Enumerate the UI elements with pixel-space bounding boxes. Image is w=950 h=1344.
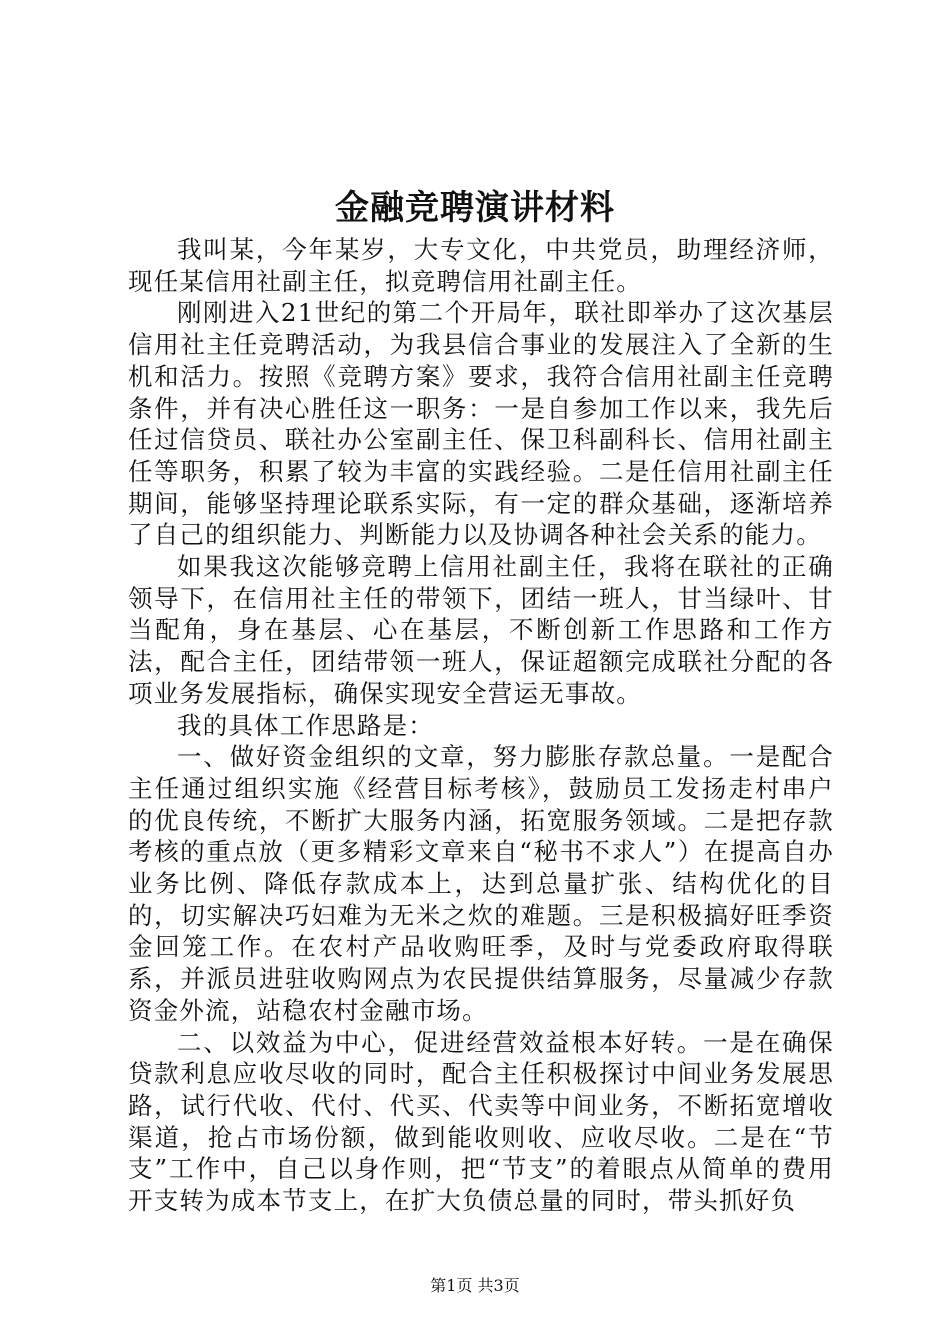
document-body: [128, 234, 834, 1217]
document-title: 金融竞聘演讲材料: [335, 188, 615, 228]
paragraph-point-one: 一、做好资金组织的文章，努力膨胀存款总量。一是配合主任通过组织实施《经营目标考核》，鼓励员工发扬走村串户的优良传统，不断扩大服务内涵，拓宽服务领域。二是把存款考核的重点放（更多精彩文章来自“秘书不求人”）在提高自办业务比例、降低存款成本上，达到总量扩张、结构优化的目的，切实解决巧妇难为无米之炊的难题。三是积极搞好旺季资金回笼工作。在农村产品收购旺季，及时与党委政府取得联系，并派员进驻收购网点为农民提供结算服务，尽量减少存款资金外流，站稳农村金融市场。: [128, 742, 834, 1025]
page-number-footer: 第1页 共3页: [430, 1276, 520, 1295]
paragraph-work-ideas-heading: 我的具体工作思路是：: [177, 710, 434, 740]
paragraph-commitment: 如果我这次能够竞聘上信用社副主任，我将在联社的正确领导下，在信用社主任的带领下，团结一班人，甘当绿叶、甘当配角，身在基层、心在基层，不断创新工作思路和工作方法，配合主任，团结带领一班人，保证超额完成联社分配的各项业务发展指标，确保实现安全营运无事故。: [128, 552, 834, 708]
paragraph-point-two: 二、以效益为中心，促进经营效益根本好转。一是在确保贷款利息应收尽收的同时，配合主任积极探讨中间业务发展思路，试行代收、代付、代买、代卖等中间业务，不断拓宽增收渠道，抢占市场份额，做到能收则收、应收尽收。二是在“节支”工作中，自己以身作则，把“节支”的着眼点从简单的费用开支转为成本节支上，在扩大负债总量的同时，带头抓好负: [128, 1027, 834, 1216]
paragraph-intro: 我叫某，今年某岁，大专文化，中共党员，助理经济师，现任某信用社副主任，拟竞聘信用社副主任。: [128, 235, 834, 296]
paragraph-qualifications: 刚刚进入21世纪的第二个开局年，联社即举办了这次基层信用社主任竞聘活动，为我县信合事业的发展注入了全新的生机和活力。按照《竞聘方案》要求，我符合信用社副主任竞聘条件，并有决心胜任这一职务：一是自参加工作以来，我先后任过信贷员、联社办公室副主任、保卫科副科长、信用社副主任等职务，积累了较为丰富的实践经验。二是任信用社副主任期间，能够坚持理论联系实际，有一定的群众基础，逐渐培养了自己的组织能力、判断能力以及协调各种社会关系的能力。: [128, 298, 834, 550]
